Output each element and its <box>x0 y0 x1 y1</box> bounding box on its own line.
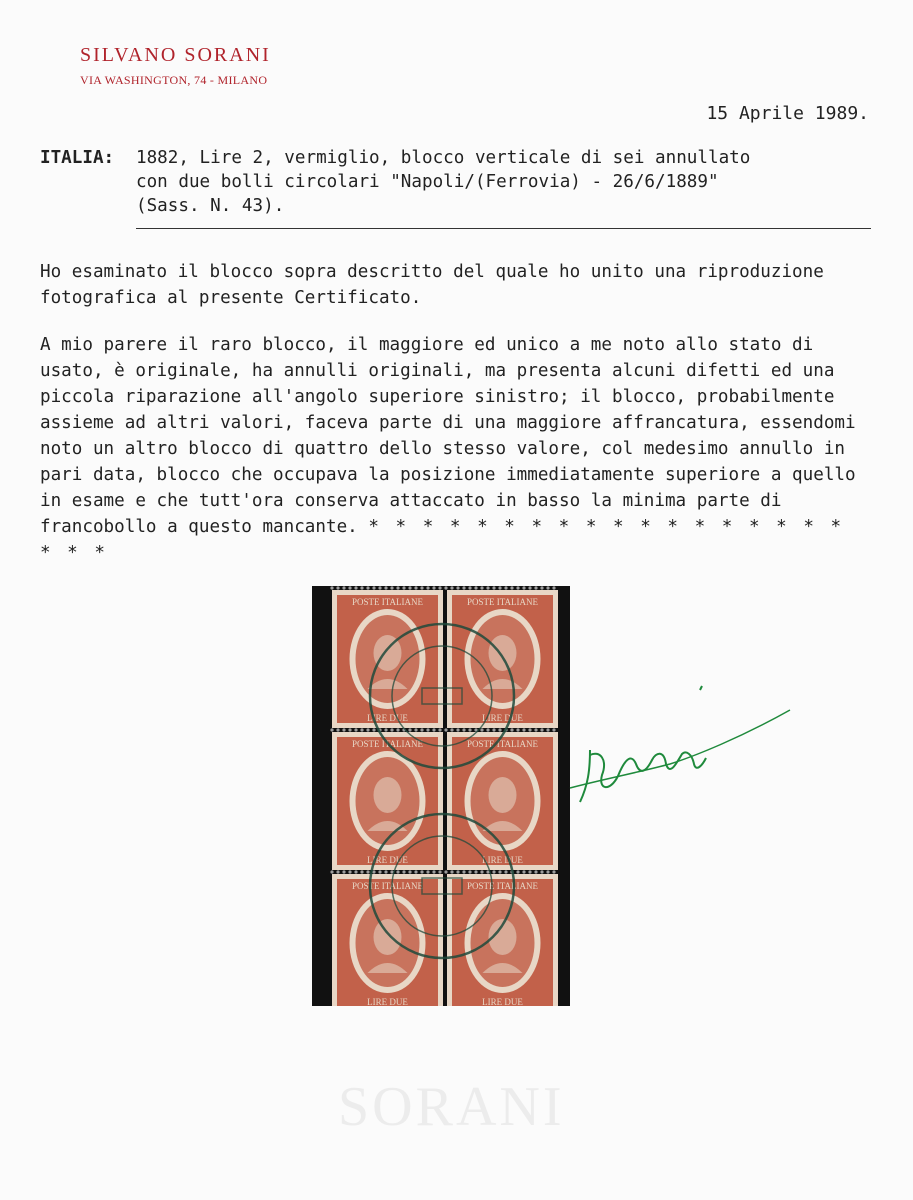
stamp <box>332 732 443 870</box>
watermark: SORANI <box>338 1076 565 1138</box>
letterhead-address: VIA WASHINGTON, 74 - MILANO <box>80 73 268 87</box>
stamp-top-text: POSTE ITALIANE <box>466 881 539 891</box>
stamp-bottom-text: LIRE DUE <box>482 713 523 723</box>
stamp-top-text: POSTE ITALIANE <box>466 597 539 607</box>
paragraph-opinion <box>40 332 870 566</box>
paragraph-examination: Ho esaminato il blocco sopra descritto del quale ho unito una riproduzione fotografica al presente Certificato. <box>40 262 824 308</box>
stamp <box>332 590 443 728</box>
stamp-top-text: POSTE ITALIANE <box>351 739 424 749</box>
paragraph-opinion-text: A mio parere il raro blocco, il maggiore ed unico a me noto allo stato di usato, è originale, ha annulli originali, ma presenta alcuni difetti ed una piccola riparazione all'angolo superiore sinistro; il blocco, probabilmente assieme ad altri valori, faceva parte di una maggiore affrancatura, essendomi noto un altro blocco di quattro dello stesso valore, col medesimo annullo in pari data, blocco che occupava la posizione immediatamente superiore a quello in esame e che tutt'ora conserva attaccato in basso la minima parte di francobollo a questo mancante. <box>40 335 856 537</box>
stamp-top-text: POSTE ITALIANE <box>351 881 424 891</box>
stamp-bottom-text: LIRE DUE <box>482 997 523 1006</box>
stamp-bottom-text: LIRE DUE <box>482 855 523 865</box>
stamp-block-photo <box>312 586 570 1006</box>
letterhead-name: SILVANO SORANI <box>80 44 271 66</box>
item-label: ITALIA: <box>40 148 115 168</box>
stamp <box>447 874 558 1006</box>
letterhead <box>80 44 271 88</box>
certificate-date: 15 Aprile 1989. <box>706 103 869 124</box>
stamp-top-text: POSTE ITALIANE <box>351 597 424 607</box>
stamp-top-text: POSTE ITALIANE <box>466 739 539 749</box>
stamp-bottom-text: LIRE DUE <box>367 713 408 723</box>
item-description: 1882, Lire 2, vermiglio, blocco verticale di sei annullato con due bolli circolari "Napoli/(Ferrovia) - 26/6/1889" (Sass. N. 43). <box>136 148 751 216</box>
stamp-bottom-text: LIRE DUE <box>367 997 408 1006</box>
item-heading <box>40 146 872 218</box>
handwritten-signature <box>560 680 800 830</box>
stamp-bottom-text: LIRE DUE <box>367 855 408 865</box>
star-line: * * * * * * * * * * * * * * * * * * * * * <box>40 517 845 563</box>
heading-rule <box>136 228 871 229</box>
